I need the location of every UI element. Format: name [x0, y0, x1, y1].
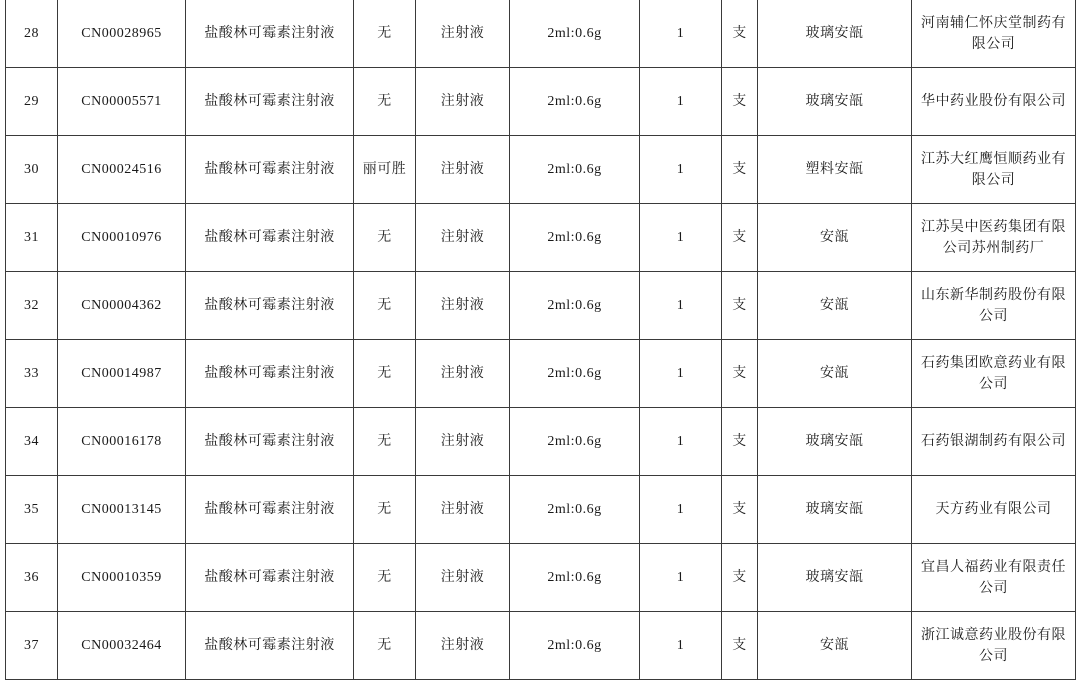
- packaging-material: 玻璃安瓿: [758, 476, 912, 544]
- drug-name: 盐酸林可霉素注射液: [186, 204, 354, 272]
- unit: 支: [722, 612, 758, 680]
- quantity: 1: [640, 612, 722, 680]
- manufacturer: 浙江诚意药业股份有限公司: [912, 612, 1076, 680]
- specification: 2ml:0.6g: [510, 612, 640, 680]
- drug-name: 盐酸林可霉素注射液: [186, 68, 354, 136]
- manufacturer: 江苏大红鹰恒顺药业有限公司: [912, 136, 1076, 204]
- quantity: 1: [640, 68, 722, 136]
- dosage-form: 注射液: [416, 408, 510, 476]
- manufacturer: 石药银湖制药有限公司: [912, 408, 1076, 476]
- quantity: 1: [640, 476, 722, 544]
- specification: 2ml:0.6g: [510, 340, 640, 408]
- manufacturer: 天方药业有限公司: [912, 476, 1076, 544]
- drug-list-table: [5, 0, 1076, 680]
- row-number: 34: [6, 408, 58, 476]
- row-number: 35: [6, 476, 58, 544]
- packaging-material: 安瓿: [758, 340, 912, 408]
- drug-name: 盐酸林可霉素注射液: [186, 612, 354, 680]
- brand-name: 丽可胜: [354, 136, 416, 204]
- table-body: [6, 0, 1076, 680]
- manufacturer: 山东新华制药股份有限公司: [912, 272, 1076, 340]
- drug-name: 盐酸林可霉素注射液: [186, 0, 354, 68]
- row-number: 36: [6, 544, 58, 612]
- unit: 支: [722, 544, 758, 612]
- packaging-material: 安瓿: [758, 272, 912, 340]
- drug-code: CN00013145: [58, 476, 186, 544]
- drug-code: CN00010976: [58, 204, 186, 272]
- unit: 支: [722, 136, 758, 204]
- unit: 支: [722, 204, 758, 272]
- manufacturer: 石药集团欧意药业有限公司: [912, 340, 1076, 408]
- unit: 支: [722, 68, 758, 136]
- packaging-material: 塑料安瓿: [758, 136, 912, 204]
- unit: 支: [722, 408, 758, 476]
- drug-code: CN00004362: [58, 272, 186, 340]
- dosage-form: 注射液: [416, 272, 510, 340]
- quantity: 1: [640, 272, 722, 340]
- dosage-form: 注射液: [416, 544, 510, 612]
- packaging-material: 安瓿: [758, 204, 912, 272]
- drug-code: CN00028965: [58, 0, 186, 68]
- dosage-form: 注射液: [416, 204, 510, 272]
- quantity: 1: [640, 204, 722, 272]
- row-number: 28: [6, 0, 58, 68]
- dosage-form: 注射液: [416, 136, 510, 204]
- drug-code: CN00016178: [58, 408, 186, 476]
- specification: 2ml:0.6g: [510, 476, 640, 544]
- specification: 2ml:0.6g: [510, 272, 640, 340]
- dosage-form: 注射液: [416, 68, 510, 136]
- packaging-material: 玻璃安瓿: [758, 544, 912, 612]
- brand-name: 无: [354, 272, 416, 340]
- brand-name: 无: [354, 476, 416, 544]
- table-row: [6, 204, 1076, 272]
- table-row: [6, 136, 1076, 204]
- brand-name: 无: [354, 408, 416, 476]
- drug-name: 盐酸林可霉素注射液: [186, 272, 354, 340]
- table-row: [6, 408, 1076, 476]
- unit: 支: [722, 272, 758, 340]
- manufacturer: 河南辅仁怀庆堂制药有限公司: [912, 0, 1076, 68]
- brand-name: 无: [354, 544, 416, 612]
- drug-code: CN00010359: [58, 544, 186, 612]
- quantity: 1: [640, 136, 722, 204]
- packaging-material: 玻璃安瓿: [758, 68, 912, 136]
- drug-name: 盐酸林可霉素注射液: [186, 476, 354, 544]
- unit: 支: [722, 0, 758, 68]
- unit: 支: [722, 340, 758, 408]
- specification: 2ml:0.6g: [510, 204, 640, 272]
- brand-name: 无: [354, 0, 416, 68]
- drug-name: 盐酸林可霉素注射液: [186, 136, 354, 204]
- table-row: [6, 272, 1076, 340]
- quantity: 1: [640, 544, 722, 612]
- dosage-form: 注射液: [416, 0, 510, 68]
- row-number: 29: [6, 68, 58, 136]
- quantity: 1: [640, 340, 722, 408]
- quantity: 1: [640, 408, 722, 476]
- row-number: 31: [6, 204, 58, 272]
- table-row: [6, 544, 1076, 612]
- specification: 2ml:0.6g: [510, 136, 640, 204]
- packaging-material: 玻璃安瓿: [758, 408, 912, 476]
- drug-code: CN00014987: [58, 340, 186, 408]
- brand-name: 无: [354, 204, 416, 272]
- row-number: 33: [6, 340, 58, 408]
- specification: 2ml:0.6g: [510, 0, 640, 68]
- row-number: 37: [6, 612, 58, 680]
- drug-code: CN00024516: [58, 136, 186, 204]
- brand-name: 无: [354, 340, 416, 408]
- brand-name: 无: [354, 612, 416, 680]
- drug-code: CN00032464: [58, 612, 186, 680]
- quantity: 1: [640, 0, 722, 68]
- packaging-material: 玻璃安瓿: [758, 0, 912, 68]
- packaging-material: 安瓿: [758, 612, 912, 680]
- drug-name: 盐酸林可霉素注射液: [186, 544, 354, 612]
- table-row: [6, 68, 1076, 136]
- specification: 2ml:0.6g: [510, 408, 640, 476]
- drug-name: 盐酸林可霉素注射液: [186, 340, 354, 408]
- table-row: [6, 340, 1076, 408]
- dosage-form: 注射液: [416, 340, 510, 408]
- row-number: 30: [6, 136, 58, 204]
- dosage-form: 注射液: [416, 612, 510, 680]
- manufacturer: 江苏吴中医药集团有限公司苏州制药厂: [912, 204, 1076, 272]
- manufacturer: 宜昌人福药业有限责任公司: [912, 544, 1076, 612]
- drug-name: 盐酸林可霉素注射液: [186, 408, 354, 476]
- drug-code: CN00005571: [58, 68, 186, 136]
- table-row: [6, 476, 1076, 544]
- specification: 2ml:0.6g: [510, 68, 640, 136]
- row-number: 32: [6, 272, 58, 340]
- manufacturer: 华中药业股份有限公司: [912, 68, 1076, 136]
- dosage-form: 注射液: [416, 476, 510, 544]
- table-row: [6, 612, 1076, 680]
- specification: 2ml:0.6g: [510, 544, 640, 612]
- brand-name: 无: [354, 68, 416, 136]
- unit: 支: [722, 476, 758, 544]
- table-row: [6, 0, 1076, 68]
